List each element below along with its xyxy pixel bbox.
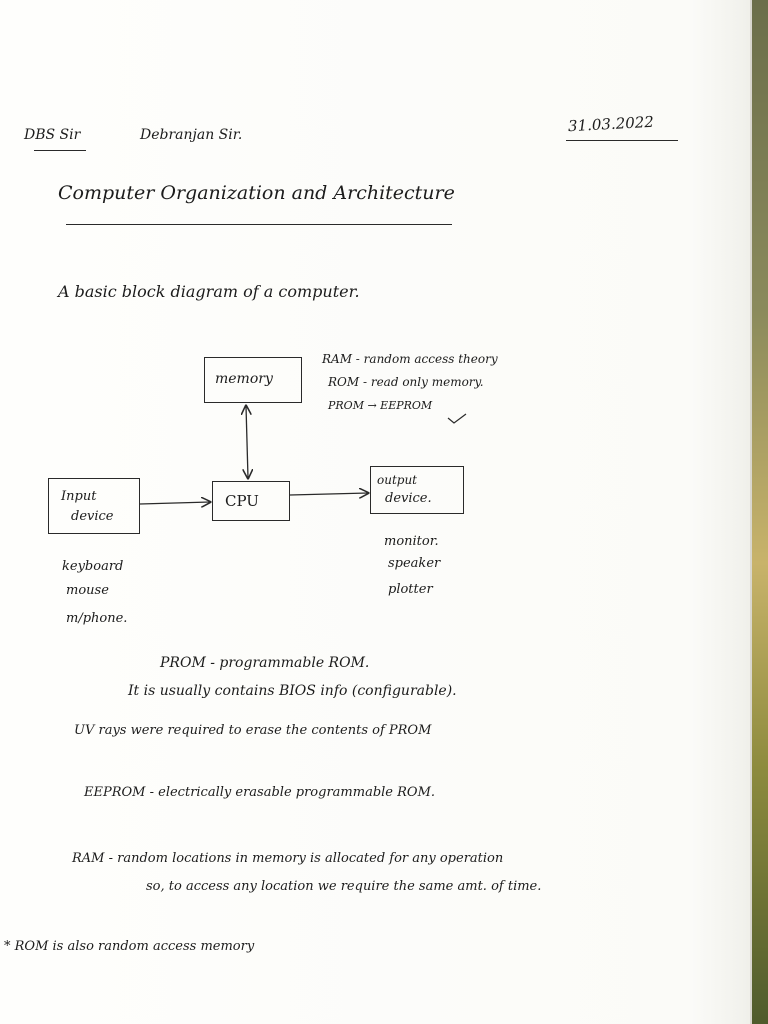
note-prom-bios: It is usually contains BIOS info (configurable). [128,683,457,699]
input-device-label-line2: device [71,509,114,524]
input-example-mouse: mouse [66,583,109,598]
note-prom-uv-rays: UV rays were required to erase the contents of PROM [74,723,432,738]
output-example-monitor: monitor. [384,534,439,549]
note-ram-definition: RAM - random locations in memory is allocated for any operation [72,851,504,866]
output-device-label-line2: device. [385,491,432,506]
output-example-speaker: speaker [388,556,441,571]
page-title: Computer Organization and Architecture [58,182,455,204]
memory-note-prom: PROM → EEPROM [328,399,433,412]
note-ram-access-time: so, to access any location we require the same amt. of time. [146,879,542,894]
date: 31.03.2022 [567,112,655,136]
output-example-plotter: plotter [388,582,433,597]
cpu-label: CPU [225,492,259,510]
subtitle: A basic block diagram of a computer. [58,282,360,301]
teacher-short-name: DBS Sir [24,127,81,143]
input-example-keyboard: keyboard [62,559,124,574]
output-device-box [370,466,464,514]
memory-label: memory [215,371,273,387]
note-eeprom-definition: EEPROM - electrically erasable programmable ROM. [84,785,436,800]
input-example-mphone: m/phone. [66,611,128,626]
input-device-box [48,478,140,534]
memory-box [204,357,302,403]
input-cpu-arrow [140,502,210,504]
memory-cpu-arrow [246,406,248,478]
eeprom-checkmark [448,414,466,423]
note-prom-definition: PROM - programmable ROM. [160,655,370,671]
cpu-output-arrow [290,493,368,495]
memory-note-rom: ROM - read only memory. [328,375,484,389]
note-rom-random-access: * ROM is also random access memory [4,939,255,954]
input-device-label-line1: Input [61,489,97,504]
memory-note-ram: RAM - random access theory [322,352,498,366]
cpu-box [212,481,290,521]
output-device-label-line1: output [377,473,418,487]
teacher-name: Debranjan Sir. [140,127,243,143]
